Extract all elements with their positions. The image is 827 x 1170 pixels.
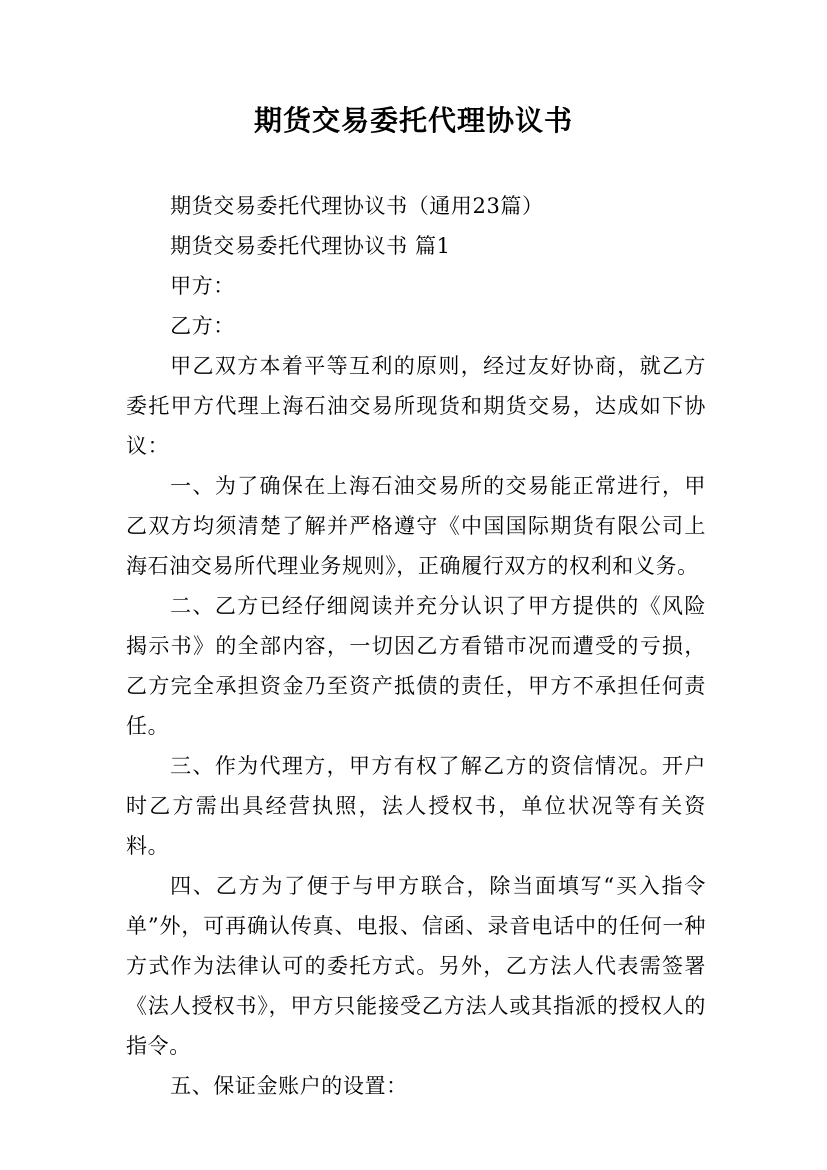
paragraph-clause-3: 三、作为代理方，甲方有权了解乙方的资信情况。开户时乙方需出具经营执照，法人授权书，单位状况等有关资料。	[126, 754, 706, 858]
paragraph-subtitle: 期货交易委托代理协议书（通用23篇）	[170, 194, 544, 218]
paragraph-clause-5: 五、保证金账户的设置：	[170, 1074, 408, 1098]
paragraph-party-a: 甲方：	[170, 274, 235, 298]
document-body	[126, 186, 706, 1106]
paragraph-preamble: 甲乙双方本着平等互利的原则，经过友好协商，就乙方委托甲方代理上海石油交易所现货和期货交易，达成如下协议：	[126, 354, 706, 458]
paragraph-clause-1: 一、为了确保在上海石油交易所的交易能正常进行，甲乙双方均须清楚了解并严格遵守《中国国际期货有限公司上海石油交易所代理业务规则》，正确履行双方的权利和义务。	[126, 474, 706, 578]
document-title: 期货交易委托代理协议书	[253, 104, 573, 137]
paragraph-section-heading: 期货交易委托代理协议书 篇1	[170, 234, 451, 258]
paragraph-clause-2: 二、乙方已经仔细阅读并充分认识了甲方提供的《风险揭示书》的全部内容，一切因乙方看错市况而遭受的亏损，乙方完全承担资金乃至资产抵债的责任，甲方不承担任何责任。	[126, 594, 706, 738]
paragraph-clause-4: 四、乙方为了便于与甲方联合，除当面填写“买入指令单”外，可再确认传真、电报、信函、录音电话中的任何一种方式作为法律认可的委托方式。另外，乙方法人代表需签署《法人授权书》，甲方只能接受乙方法人或其指派的授权人的指令。	[126, 874, 706, 1058]
paragraph-party-b: 乙方：	[170, 314, 235, 338]
